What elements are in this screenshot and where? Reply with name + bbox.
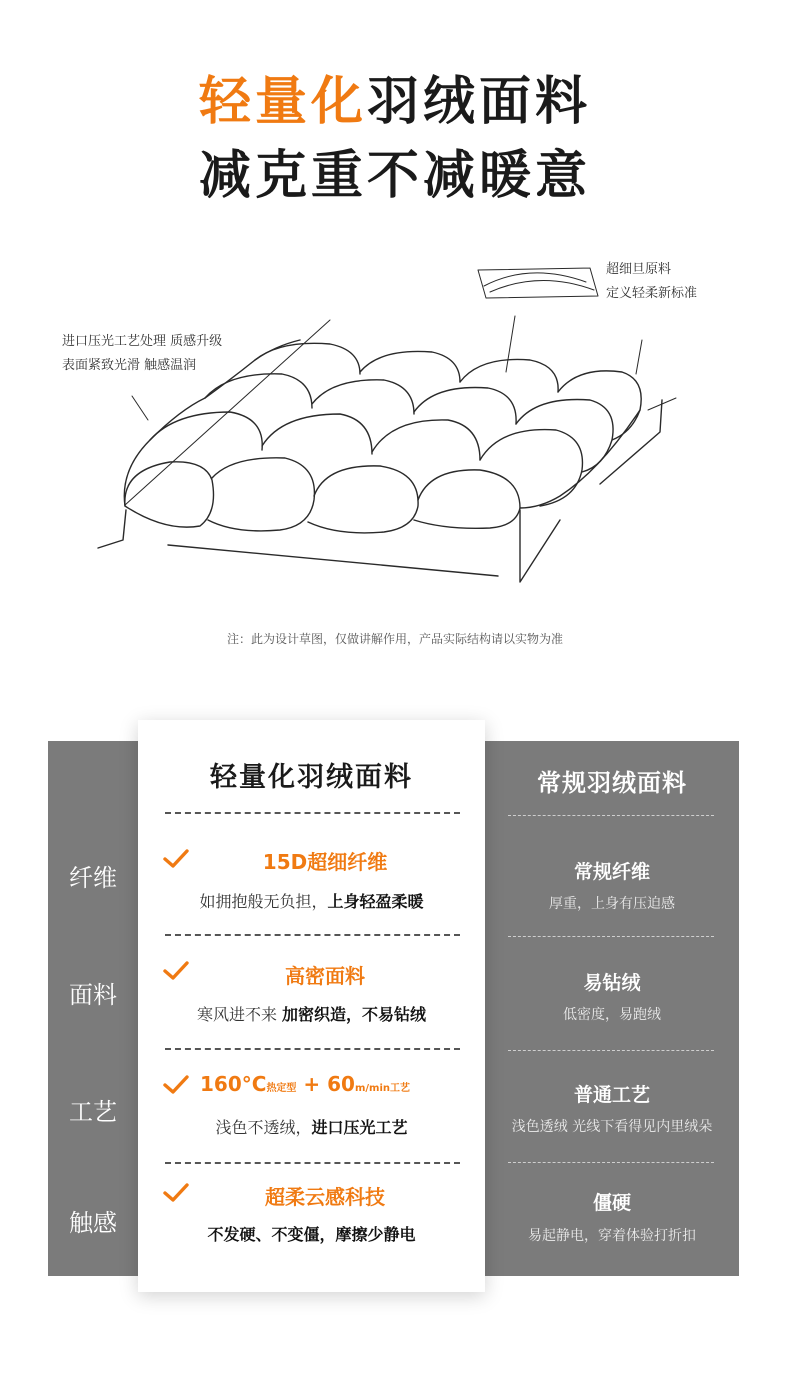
row-label-craft: 工艺	[69, 1098, 117, 1126]
desc-bold: 进口压光工艺	[311, 1118, 408, 1137]
headline-highlight: 轻量化	[198, 72, 367, 132]
design-note: 注：此为设计草图，仅做讲解作用，产品实际结构请以实物为准	[226, 632, 563, 646]
feature-craft	[200, 1072, 450, 1096]
divider	[165, 1162, 460, 1164]
desc-plain: 如拥抱般无负担，	[199, 892, 328, 911]
check-icon	[162, 848, 190, 870]
divider	[165, 1048, 460, 1050]
desc-plain: 浅色不透绒，	[215, 1118, 312, 1137]
regular-feature-fiber: 常规纤维	[573, 861, 650, 883]
feature-temp: 160°C	[200, 1072, 267, 1096]
headline-line-2: 减克重不减暖意	[198, 146, 591, 206]
callout-left	[62, 330, 222, 378]
regular-desc-fiber: 厚重，上身有压迫感	[549, 896, 675, 912]
divider	[508, 815, 714, 816]
desc-fiber	[150, 889, 473, 912]
divider	[508, 1050, 714, 1051]
check-icon	[162, 1182, 190, 1204]
desc-bold: 加密织造，不易钻绒	[282, 1005, 427, 1024]
regular-feature-touch: 僵硬	[592, 1192, 631, 1214]
check-icon	[162, 1074, 190, 1096]
regular-fabric-title: 常规羽绒面料	[537, 769, 687, 797]
divider	[508, 936, 714, 937]
divider	[165, 812, 460, 814]
check-icon	[162, 960, 190, 982]
feature-speed-unit: m/min工艺	[354, 1083, 410, 1094]
headline-rest: 羽绒面料	[367, 72, 592, 132]
callout-right-line-2: 定义轻柔新标准	[606, 286, 698, 301]
desc-bold: 上身轻盈柔暖	[327, 892, 424, 911]
regular-feature-fabric: 易钻绒	[583, 972, 641, 994]
row-label-fabric: 面料	[69, 981, 117, 1009]
feature-fabric: 高密面料	[285, 964, 365, 988]
callout-right-line-1: 超细旦原料	[606, 262, 672, 277]
desc-bold: 不发硬、不变僵，摩擦少静电	[207, 1225, 416, 1244]
row-label-touch: 触感	[69, 1209, 117, 1237]
feature-touch: 超柔云感科技	[265, 1185, 385, 1209]
divider	[165, 934, 460, 936]
desc-craft	[150, 1115, 473, 1138]
desc-touch	[150, 1222, 473, 1245]
regular-desc-touch: 易起静电，穿着体验打折扣	[528, 1228, 696, 1244]
divider	[508, 1162, 714, 1163]
desc-plain: 寒风进不来	[196, 1005, 283, 1024]
desc-fabric	[150, 1002, 473, 1025]
regular-desc-fabric: 低密度，易跑绒	[563, 1007, 661, 1023]
regular-desc-craft: 浅色透绒 光线下看得见内里绒朵	[511, 1119, 713, 1135]
headline-line-1	[0, 72, 790, 132]
feature-fiber: 15D超细纤维	[262, 850, 388, 874]
feature-temp-note: 热定型	[266, 1083, 297, 1094]
callout-right	[606, 258, 697, 306]
regular-feature-craft: 普通工艺	[573, 1084, 650, 1106]
callout-left-line-1: 进口压光工艺处理 质感升级	[62, 334, 223, 349]
lightweight-fabric-title: 轻量化羽绒面料	[210, 762, 413, 793]
feature-speed: + 60	[296, 1072, 355, 1096]
callout-left-line-2: 表面紧致光滑 触感温润	[62, 358, 197, 373]
row-label-fiber: 纤维	[69, 864, 117, 892]
